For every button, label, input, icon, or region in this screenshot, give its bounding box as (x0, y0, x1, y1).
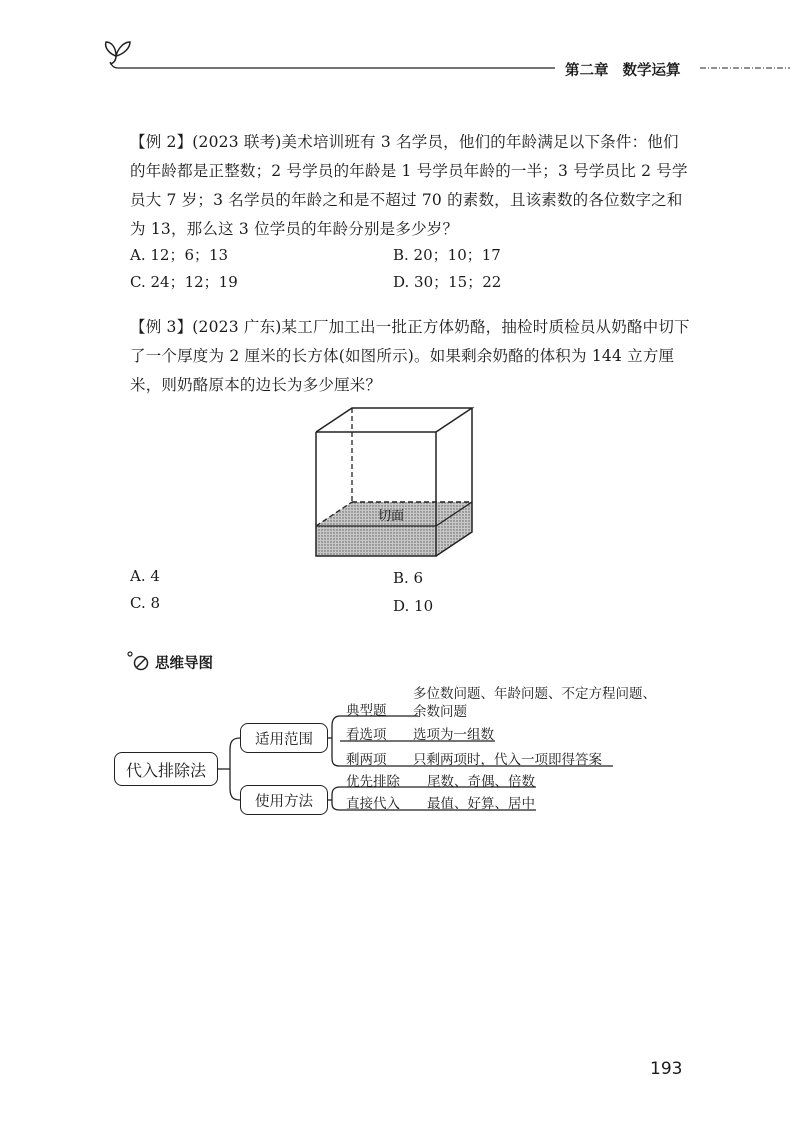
cut-plane-label: 切面 (378, 509, 405, 524)
mindmap-item-typical-key: 典型题 (346, 703, 387, 719)
example-2-text: 【例 2】(2023 联考)美术培训班有 3 名学员，他们的年龄满足以下条件：他们的年龄都是正整数；2 号学员的年龄是 1 号学员年龄的一半；3 号学员比 2 号学员大 7 岁；3 名学员的年龄之和是不超过 70 的素数，且该素数的各位数字之和为 13，那么这 3 位学员的年龄分别是多少岁？ (130, 133, 688, 238)
mindmap-root: 代入排除法 (114, 752, 218, 786)
mindmap-item-typical-value-1: 多位数问题、年龄问题、不定方程问题、 (413, 686, 656, 702)
chapter-label (565, 59, 681, 80)
mindmap-item-two-left-key: 剩两项 (346, 752, 387, 768)
example-3-option-c: C. 8 (130, 594, 161, 612)
mindmap-item-options-key: 看选项 (346, 727, 387, 743)
mindmap-branch-scope: 适用范围 (240, 723, 328, 753)
mindmap-item-exclude-value: 尾数、奇偶、倍数 (427, 774, 535, 790)
example-2-option-c: C. 24；12；19 (130, 273, 238, 291)
example-3-option-a: A. 4 (130, 567, 160, 585)
example-3-option-d: D. 10 (393, 597, 434, 615)
example-3-option-b: B. 6 (393, 569, 424, 587)
example-2-option-d: D. 30；15；22 (393, 273, 502, 291)
mindmap-item-substitute-value: 最值、好算、居中 (427, 796, 535, 812)
example-2-option-a: A. 12；6；13 (130, 246, 229, 264)
mindmap-item-substitute-key: 直接代入 (346, 796, 400, 812)
chapter-title: 数学运算 (622, 63, 681, 79)
mindmap-section-icon (126, 650, 150, 672)
mindmap-section-title: 思维导图 (155, 656, 213, 672)
example-3-text: 【例 3】(2023 广东)某工厂加工出一批正方体奶酪，抽检时质检员从奶酪中切下了一个厚度为 2 厘米的长方体(如图所示)。如果剩余奶酪的体积为 144 立方厘米，则奶酪原本的边长为多少厘米？ (130, 318, 690, 394)
cheese-cube-figure (300, 400, 500, 570)
page-header (0, 0, 800, 80)
slab-front-face (316, 526, 436, 556)
page-number: 193 (650, 1059, 683, 1079)
mindmap-item-exclude-key: 优先排除 (346, 774, 400, 790)
mindmap-branch-method: 使用方法 (240, 785, 328, 815)
chapter-number: 第二章 (565, 63, 609, 79)
example-2-option-b: B. 20；10；17 (393, 246, 501, 264)
mindmap-item-typical-value-2: 余数问题 (413, 704, 467, 720)
mindmap-item-options-value: 选项为一组数 (413, 727, 494, 743)
mindmap-item-two-left-value: 只剩两项时，代入一项即得答案 (413, 752, 602, 768)
